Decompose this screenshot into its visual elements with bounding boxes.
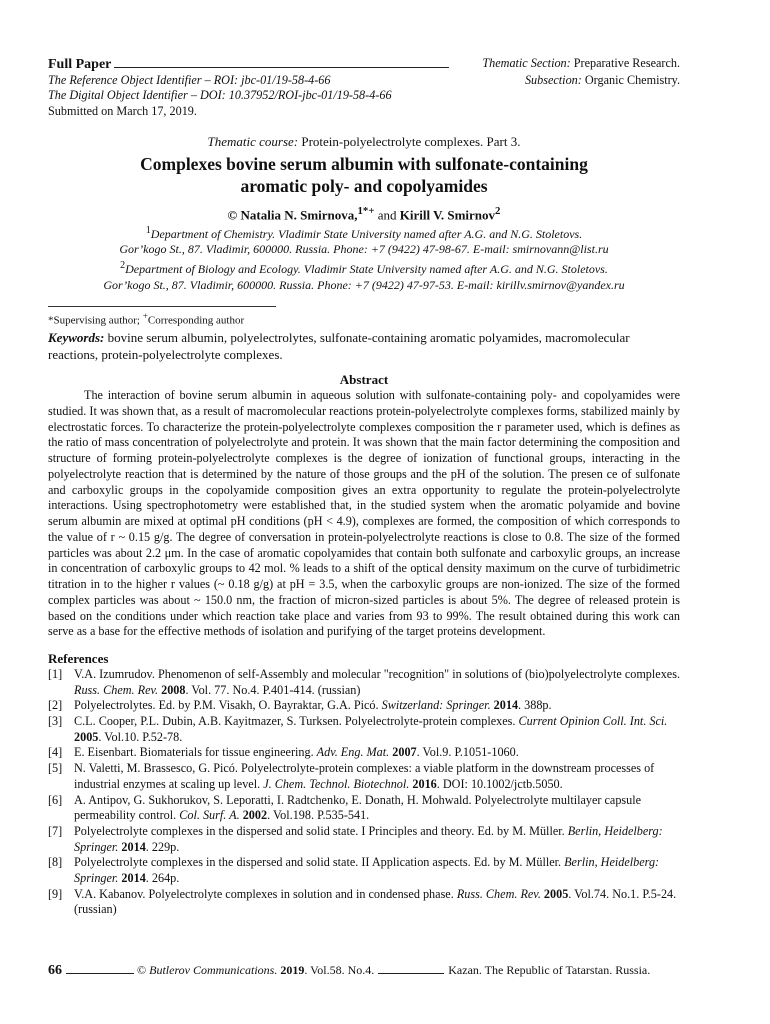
reference-number: [6]	[48, 792, 63, 807]
author-footnote: *Supervising author; +Corresponding author	[48, 311, 245, 327]
reference-number: [3]	[48, 713, 63, 728]
journal-year: 2019	[280, 963, 305, 977]
reference-text: E. Eisenbart. Biomaterials for tissue engineering. Adv. Eng. Mat. 2007. Vol.9. P.1051-1060.	[74, 745, 519, 760]
reference-source: Russ. Chem. Rev.	[74, 682, 159, 697]
reference-text: V.A. Izumrudov. Phenomenon of self-Assembly and molecular "recognition" in solutions of (bio)polyelectrolyte complexes. Russ. Chem. Rev. 2008. Vol. 77. No.4. P.401-414. (russian)	[74, 666, 680, 697]
reference-year: 2002	[242, 808, 268, 823]
reference-text: Polyelectrolyte complexes in the dispersed and solid state. II Application aspects. Ed. by M. Müller. Berlin, Heidelberg: Springer. 2014. 264p.	[74, 855, 660, 886]
reference-source: Russ. Chem. Rev.	[456, 886, 541, 901]
affiliations	[48, 223, 680, 293]
subsection-value: Organic Chemistry.	[584, 72, 680, 87]
paper-title	[48, 153, 680, 197]
reference-source: Berlin, Heidelberg: Springer.	[74, 823, 663, 854]
reference-number: [9]	[48, 886, 63, 901]
reference-item	[48, 698, 680, 714]
abstract-text: The interaction of bovine serum albumin in aqueous solution with sulfonate-containing poly- and copolyamides were studied. It was shown that, as a result of macromolecular reactions protein-polyelectrolyte complexes forms, stabilized mainly by electrostatic forces. To characterize the protein-polyelectrolyte complexes composition the r parameter used, which is defines as the ratio of mass concentration of polyelectrolyte and protein. It was shown that the main factor determining the composition and structure of forming protein-polyelectrolyte complexes is the degree of ionization of functional groups, interacting in the polyelectrolyte reaction that is determined by the nature of those groups and the pH of the solution. The presen ce of sulfonate and carboxylic groups in the copolyamide composition gives an extra opportunity to regulate the protein-polyelectrolyte interactions. Using spectrophotometry were established that, in the studied system when the aromatic polyamide and bovine serum albumin are mixed at optimal pH conditions (pH < 4.9), complexes are formed, the composition of which corresponds to the value of r ~ 0.15 g/g. The degree of conversation in protein-polyelectrolyte reactions is close to 0.8. The size of the formed particles was about 2.2 μm. In the case of aromatic copolyamides that contain both sulfonate and carboxylic groups, an increase in concentration of carboxylic groups to 42 mol. % leads to a shift of the optical density maximum on the curve of turbidimetric titration in to the higher r values (~ 0.18 g/g) at pH = 3.5, when the carboxylic groups are non-ionized. The size of the formed complex particles was about ~ 150.0 nm, the fraction of micron-sized particles is about 5%. The degree of released protein is based on the conditions under which reaction take place and varies from 93 to 99%. The result obtained during this work can serve as a base for the effective methods of isolation and purifying of the target proteins development.	[48, 388, 680, 639]
reference-text: C.L. Cooper, P.L. Dubin, A.B. Kayitmazer, S. Turksen. Polyelectrolyte-protein complexes. Current Opinion Coll. Int. Sci. 2005. Vol.10. P.52-78.	[74, 713, 668, 744]
reference-item	[48, 793, 680, 824]
reference-source: Switzerland: Springer.	[381, 698, 491, 713]
thematic-section-label: Thematic Section:	[482, 56, 571, 70]
keywords	[48, 329, 680, 363]
roi-text: The Reference Object Identifier – ROI: jbc-01/19-58-4-66	[48, 72, 331, 87]
reference-year: 2014	[493, 698, 519, 713]
author-1: Natalia N. Smirnova,	[240, 207, 358, 223]
reference-number: [7]	[48, 823, 63, 838]
header-row-1	[48, 56, 680, 73]
reference-number: [1]	[48, 666, 63, 681]
and-word: and	[377, 207, 397, 223]
affiliation-2-line-1: $^2$Department of Biology and Ecology. Vladimir State University named after A.G. and N.G. Stoletovs.	[120, 259, 608, 276]
page-footer: 66 © Butlerov Communications. 2019 . Vol.58. No.4. Kazan. The Republic of Tatarstan. Russia.	[48, 963, 651, 978]
reference-item	[48, 714, 680, 745]
reference-text: Polyelectrolytes. Ed. by P.M. Visakh, O. Bayraktar, G.A. Picó. Switzerland: Springer. 2014. 388p.	[74, 698, 552, 713]
abstract-heading: Abstract	[339, 372, 389, 388]
reference-source: Adv. Eng. Mat.	[316, 745, 390, 760]
journal-volume: . Vol.58. No.4.	[304, 963, 375, 977]
author-2-sup: 2	[495, 204, 501, 217]
reference-year: 2014	[121, 839, 146, 854]
keywords-label: Keywords:	[48, 330, 105, 346]
reference-item	[48, 761, 680, 792]
reference-year: 2005	[74, 729, 99, 744]
thematic-section-value: Preparative Research.	[573, 56, 680, 70]
header-row-2	[48, 73, 680, 89]
reference-year: 2014	[121, 871, 146, 886]
journal-place: Kazan. The Republic of Tatarstan. Russia.	[448, 963, 651, 977]
title-line-2: aromatic poly- and copolyamides	[240, 175, 488, 196]
references-heading: References	[48, 651, 109, 667]
header-rule	[114, 56, 449, 68]
page-header	[48, 56, 680, 120]
reference-item	[48, 667, 680, 698]
affiliation-1-line-1: $^1$Department of Chemistry. Vladimir State University named after A.G. and N.G. Stoletovs.	[145, 224, 583, 241]
author-2: Kirill V. Smirnov	[399, 207, 496, 223]
reference-text: Polyelectrolyte complexes in the dispersed and solid state. I Principles and theory. Ed. by M. Müller. Berlin, Heidelberg: Springer. 2014. 229p.	[74, 823, 663, 854]
reference-text: A. Antipov, G. Sukhorukov, S. Leporatti, I. Radtchenko, E. Donath, H. Mohwald. Polyelectrolyte multilayer capsule permeability control. Col. Surf. A. 2002. Vol.198. P.535-541.	[74, 792, 642, 823]
article-head	[48, 122, 680, 918]
reference-source: Berlin, Heidelberg: Springer.	[74, 855, 660, 886]
reference-year: 2007	[392, 745, 417, 760]
thematic-course-value: Protein-polyelectrolyte complexes. Part 3.	[301, 134, 521, 149]
reference-year: 2016	[412, 776, 437, 791]
footnote-rule	[48, 306, 276, 307]
reference-year: 2005	[543, 886, 569, 901]
affiliation-2-line-2: Gor’kogo St., 87. Vladimir, 600000. Russia. Phone: +7 (9422) 47-97-53. E-mail: kirillv.smirnov@yandex.ru	[103, 277, 625, 292]
reference-source: Col. Surf. A.	[179, 808, 240, 823]
reference-source: J. Chem. Technol. Biotechnol.	[263, 776, 410, 791]
reference-text: V.A. Kabanov. Polyelectrolyte complexes in solution and in condensed phase. Russ. Chem. Rev. 2005. Vol.74. No.1. P.5-24. (russian)	[74, 886, 677, 917]
reference-number: [2]	[48, 698, 63, 713]
full-paper-label: Full Paper	[48, 57, 112, 72]
authors	[48, 204, 680, 223]
copyright-symbol: ©	[227, 207, 238, 223]
affiliation-1-line-2: Gor’kogo St., 87. Vladimir, 600000. Russia. Phone: +7 (9422) 47-98-67. E-mail: smirnovann@list.ru	[119, 242, 609, 257]
keywords-text: bovine serum albumin, polyelectrolytes, sulfonate-containing aromatic polyamides, macromolecular reactions, protein-polyelectrolyte complexes.	[48, 330, 630, 363]
footer-rule-left	[66, 962, 134, 974]
reference-text: N. Valetti, M. Brassesco, G. Picó. Polyelectrolyte-protein complexes: a viable platform in the downstream processes of industrial enzymes at scaling up level. J. Chem. Technol. Biotechnol. 2016. DOI: 10.1002/jctb.5050.	[74, 761, 655, 791]
references-list	[48, 667, 680, 918]
reference-number: [8]	[48, 855, 63, 870]
doi-text: The Digital Object Identifier – DOI: 10.37952/ROI-jbc-01/19-58-4-66	[48, 88, 392, 103]
reference-item	[48, 855, 680, 886]
author-1-sup: 1*+	[357, 204, 375, 217]
reference-item	[48, 745, 680, 761]
page-number: 66	[48, 963, 62, 978]
reference-number: [4]	[48, 745, 63, 760]
thematic-course	[48, 134, 680, 150]
reference-item	[48, 887, 680, 918]
journal-name: Butlerov Communications.	[149, 963, 278, 977]
thematic-course-label: Thematic course:	[207, 134, 299, 149]
footer-rule-right	[378, 962, 444, 974]
reference-item	[48, 824, 680, 855]
submitted-date: Submitted on March 17, 2019.	[48, 104, 197, 119]
reference-source: Current Opinion Coll. Int. Sci.	[518, 713, 668, 728]
reference-number: [5]	[48, 761, 63, 776]
title-line-1: Complexes bovine serum albumin with sulfonate-containing	[140, 153, 588, 174]
subsection-label: Subsection:	[524, 72, 582, 87]
reference-year: 2008	[161, 682, 186, 697]
